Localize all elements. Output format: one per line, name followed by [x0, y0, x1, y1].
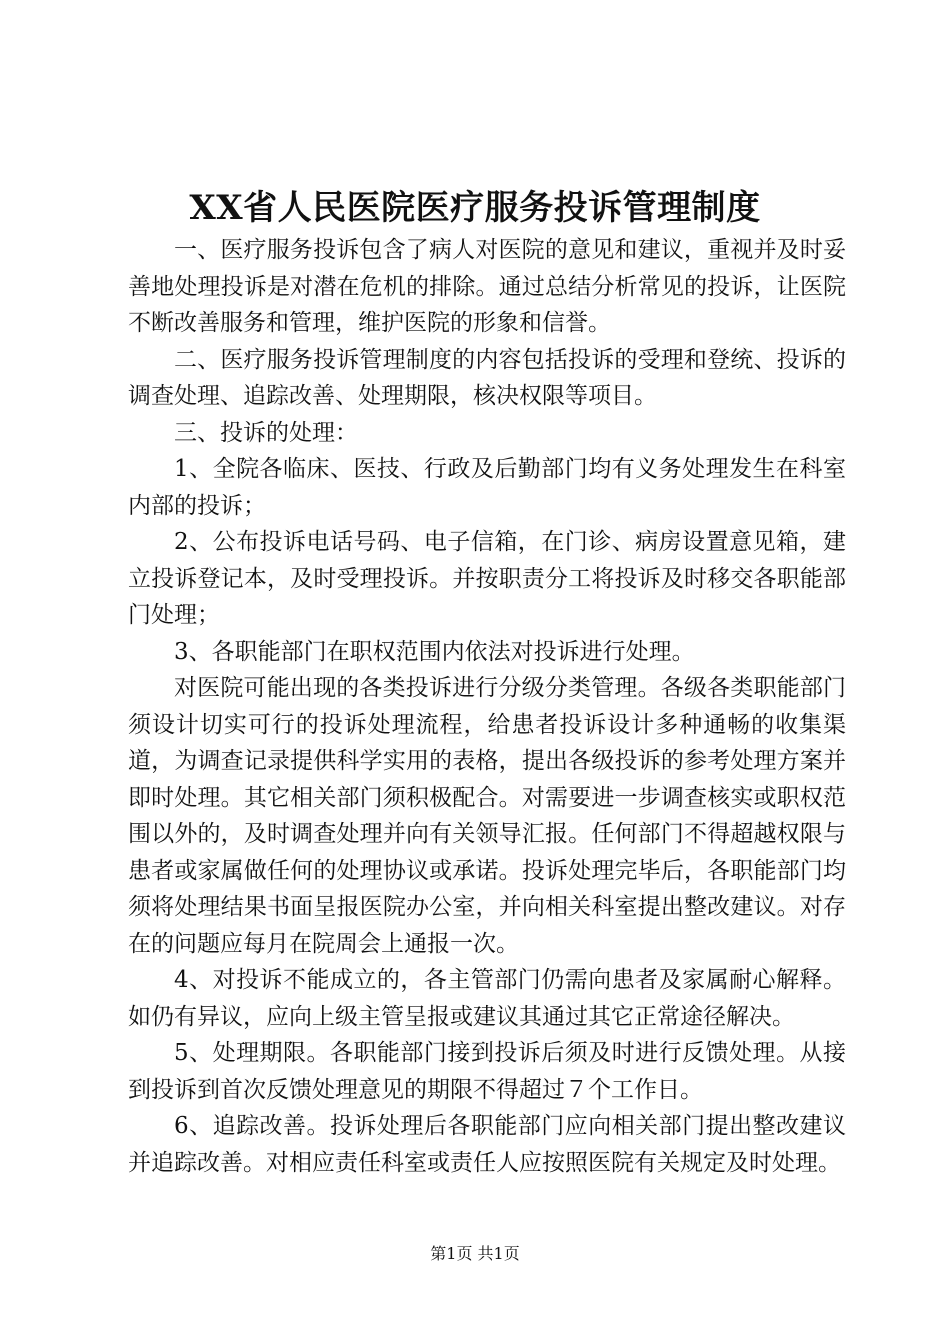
page-footer: 第1页 共1页 [430, 1244, 520, 1263]
paragraph-3: 三、投诉的处理： [174, 419, 358, 446]
document-title: XX省人民医院医疗服务投诉管理制度 [189, 188, 761, 228]
paragraph-7: 对医院可能出现的各类投诉进行分级分类管理。各级各类职能部门须设计切实可行的投诉处理流程，给患者投诉设计多种通畅的收集渠道，为调查记录提供科学实用的表格，提出各级投诉的参考处理方案并即时处理。其它相关部门须积极配合。对需要进一步调查核实或职权范围以外的，及时调查处理并向有关领导汇报。任何部门不得超越权限与患者或家属做任何的处理协议或承诺。投诉处理完毕后，各职能部门均须将处理结果书面呈报医院办公室，并向相关科室提出整改建议。对存在的问题应每月在院周会上通报一次。 [128, 675, 846, 957]
document-body [128, 232, 846, 1181]
paragraph-2: 二、医疗服务投诉管理制度的内容包括投诉的受理和登统、投诉的调查处理、追踪改善、处理期限，核决权限等项目。 [128, 346, 846, 409]
paragraph-1: 一、医疗服务投诉包含了病人对医院的意见和建议，重视并及时妥善地处理投诉是对潜在危机的排除。通过总结分析常见的投诉，让医院不断改善服务和管理，维护医院的形象和信誉。 [128, 237, 846, 336]
paragraph-9: 5、处理期限。各职能部门接到投诉后须及时进行反馈处理。从接到投诉到首次反馈处理意见的期限不得超过７个工作日。 [128, 1040, 846, 1103]
paragraph-4: 1、全院各临床、医技、行政及后勤部门均有义务处理发生在科室内部的投诉； [128, 456, 846, 519]
paragraph-6: 3、各职能部门在职权范围内依法对投诉进行处理。 [174, 638, 695, 665]
paragraph-10: 6、追踪改善。投诉处理后各职能部门应向相关部门提出整改建议并追踪改善。对相应责任科室或责任人应按照医院有关规定及时处理。 [128, 1113, 846, 1176]
paragraph-5: 2、公布投诉电话号码、电子信箱，在门诊、病房设置意见箱，建立投诉登记本，及时受理投诉。并按职责分工将投诉及时移交各职能部门处理； [128, 529, 846, 628]
paragraph-8: 4、对投诉不能成立的，各主管部门仍需向患者及家属耐心解释。如仍有异议，应向上级主管呈报或建议其通过其它正常途径解决。 [128, 967, 846, 1030]
